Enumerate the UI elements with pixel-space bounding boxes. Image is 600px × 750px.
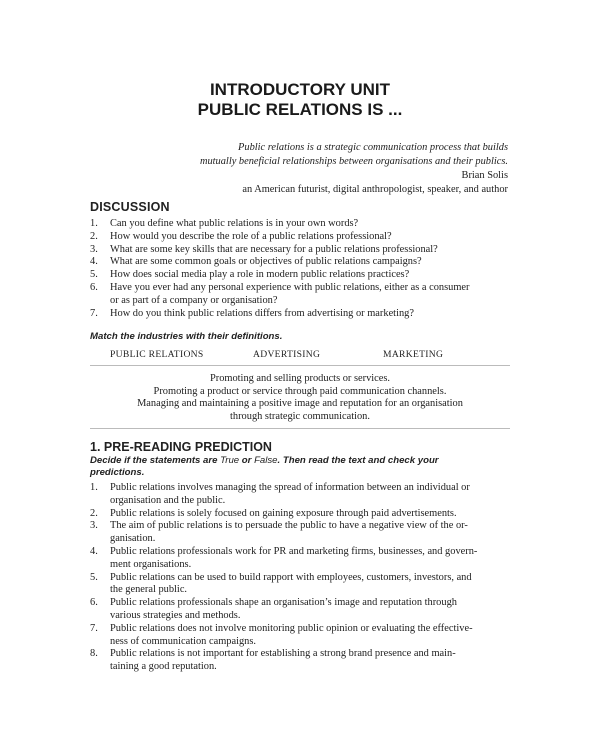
statement-line: Public relations can be used to build rapport with employees, customers, investors, and xyxy=(110,571,472,583)
question-number: 5. xyxy=(90,269,98,281)
question-text xyxy=(110,282,510,308)
discussion-heading: DISCUSSION xyxy=(90,200,170,214)
statement-line: Public relations does not involve monitoring public opinion or evaluating the effective- xyxy=(110,622,473,634)
question-text xyxy=(110,218,510,231)
question-text xyxy=(110,231,510,244)
matching-terms xyxy=(90,349,510,363)
unit-title xyxy=(0,80,600,120)
statement-number: 4. xyxy=(90,545,98,557)
question-text xyxy=(110,244,510,257)
statement-line: organisation and the public. xyxy=(110,494,226,506)
statement-number: 1. xyxy=(90,482,98,493)
definition-line: Managing and maintaining a positive image and reputation for an organisation xyxy=(137,398,463,410)
instruction-text: . Then read the text and check your xyxy=(277,455,439,466)
statement-text xyxy=(110,623,510,649)
prereading-instruction xyxy=(90,455,510,479)
statement-line: Public relations professionals work for PR and marketing firms, businesses, and govern- xyxy=(110,545,478,557)
prereading-statement xyxy=(90,648,510,674)
unit-title-line2: PUBLIC RELATIONS IS ... xyxy=(197,100,403,119)
prereading-statement xyxy=(90,623,510,649)
statement-text xyxy=(110,648,510,674)
question-text xyxy=(110,308,510,321)
question-number: 6. xyxy=(90,281,98,293)
question-line: Can you define what public relations is in your own words? xyxy=(110,218,359,229)
instruction-false: False xyxy=(254,455,278,466)
statement-text xyxy=(110,482,510,508)
prereading-list xyxy=(90,482,510,674)
term-public-relations: PUBLIC RELATIONS xyxy=(110,349,204,360)
question-line: How would you describe the role of a public relations professional? xyxy=(110,230,392,242)
statement-line: The aim of public relations is to persuade the public to have a negative view of the or- xyxy=(110,520,468,532)
definition-line: Promoting and selling products or services. xyxy=(209,373,391,384)
statement-text xyxy=(110,508,510,521)
discussion-question xyxy=(90,244,510,257)
question-number: 2. xyxy=(90,230,98,242)
statement-text xyxy=(110,520,510,546)
question-line: Have you ever had any personal experience with public relations, either as a consumer xyxy=(110,281,470,293)
definition-line: Promoting a product or service through paid communication channels. xyxy=(153,385,447,397)
term-marketing: MARKETING xyxy=(383,349,444,360)
instruction-text: predictions. xyxy=(90,467,145,478)
matching-definitions xyxy=(90,373,510,423)
prereading-heading: 1. PRE-READING PREDICTION xyxy=(90,440,272,454)
question-number: 1. xyxy=(90,218,98,229)
matching-divider-bottom xyxy=(90,428,510,429)
question-line: What are some key skills that are necessary for a public relations professional? xyxy=(110,243,438,255)
statement-number: 8. xyxy=(90,648,98,660)
question-line: How does social media play a role in modern public relations practices? xyxy=(110,269,410,281)
discussion-question xyxy=(90,231,510,244)
term-advertising: ADVERTISING xyxy=(253,349,321,360)
instruction-text: or xyxy=(239,455,255,466)
quote-line1: Public relations is a strategic communication process that builds xyxy=(238,142,508,153)
question-line: or as part of a company or organisation? xyxy=(110,294,278,306)
prereading-statement xyxy=(90,520,510,546)
matching-divider-top xyxy=(90,365,510,366)
instruction-true: True xyxy=(220,455,240,466)
epigraph-quote xyxy=(88,141,508,197)
definition-line: through strategic communication. xyxy=(230,410,370,422)
statement-number: 7. xyxy=(90,622,98,634)
statement-text xyxy=(110,546,510,572)
statement-line: Public relations involves managing the spread of information between an individual or xyxy=(110,482,470,493)
prereading-statement xyxy=(90,572,510,598)
discussion-question xyxy=(90,256,510,269)
quote-author-desc: an American futurist, digital anthropologist, speaker, and author xyxy=(242,184,508,195)
statement-line: ganisation. xyxy=(110,533,156,545)
discussion-question xyxy=(90,308,510,321)
discussion-list xyxy=(90,218,510,320)
question-number: 4. xyxy=(90,256,98,268)
statement-line: taining a good reputation. xyxy=(110,661,217,673)
question-line: How do you think public relations differs from advertising or marketing? xyxy=(110,307,414,319)
discussion-question xyxy=(90,282,510,308)
statement-number: 5. xyxy=(90,571,98,583)
statement-line: Public relations is solely focused on gaining exposure through paid advertisements. xyxy=(110,507,457,519)
prereading-statement xyxy=(90,508,510,521)
statement-line: ness of communication campaigns. xyxy=(110,635,257,647)
statement-line: ment organisations. xyxy=(110,558,192,570)
question-line: What are some common goals or objectives of public relations campaigns? xyxy=(110,256,422,268)
quote-line2: mutually beneficial relationships between organisations and their publics. xyxy=(199,156,508,167)
discussion-question xyxy=(90,218,510,231)
statement-number: 6. xyxy=(90,597,98,609)
prereading-statement xyxy=(90,546,510,572)
question-number: 7. xyxy=(90,307,98,319)
instruction-text: Decide if the statements are xyxy=(90,455,221,466)
matching-instruction: Match the industries with their definitions. xyxy=(90,331,283,342)
prereading-statement xyxy=(90,482,510,508)
prereading-statement xyxy=(90,597,510,623)
unit-title-line1: INTRODUCTORY UNIT xyxy=(209,80,391,99)
statement-line: various strategies and methods. xyxy=(110,609,241,621)
statement-number: 2. xyxy=(90,507,98,519)
question-number: 3. xyxy=(90,243,98,255)
statement-number: 3. xyxy=(90,520,98,532)
statement-text xyxy=(110,597,510,623)
statement-line: the general public. xyxy=(110,584,188,596)
statement-text xyxy=(110,572,510,598)
quote-author: Brian Solis xyxy=(461,170,508,181)
statement-line: Public relations is not important for establishing a strong brand presence and main- xyxy=(110,648,456,660)
statement-line: Public relations professionals shape an organisation’s image and reputation through xyxy=(110,597,457,609)
discussion-question xyxy=(90,269,510,282)
question-text xyxy=(110,256,510,269)
question-text xyxy=(110,269,510,282)
